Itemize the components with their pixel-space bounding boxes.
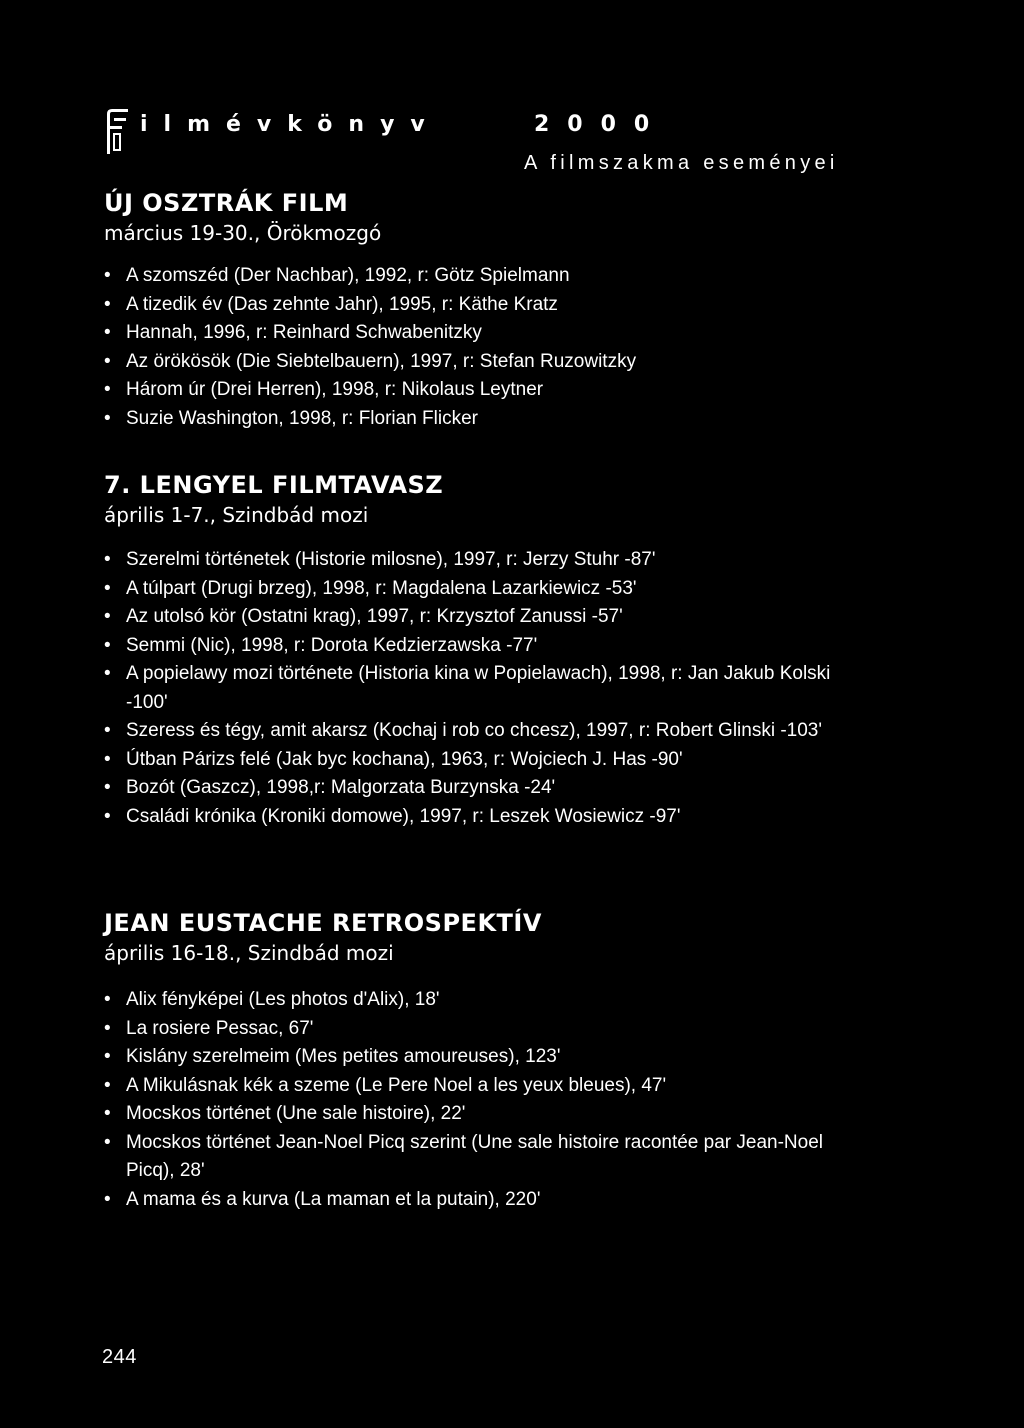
book-year: 2000 xyxy=(534,112,668,137)
list-item: • Az örökösök (Die Siebtelbauern), 1997, r: Stefan Ruzowitzky xyxy=(104,348,864,377)
list-item: • A tizedik év (Das zehnte Jahr), 1995, r: Käthe Kratz xyxy=(104,291,864,320)
section-title: ÚJ OSZTRÁK FILM xyxy=(104,189,349,217)
list-item: • A túlpart (Drugi brzeg), 1998, r: Magdalena Lazarkiewicz -53' xyxy=(104,575,864,604)
list-item: • Mocskos történet (Une sale histoire), 22' xyxy=(104,1100,864,1129)
section-date: április 16-18., Szindbád mozi xyxy=(104,941,394,965)
list-item: • La rosiere Pessac, 67' xyxy=(104,1015,864,1044)
section-uj-osztrak-film xyxy=(104,188,864,433)
list-item: • Útban Párizs felé (Jak byc kochana), 1963, r: Wojciech J. Has -90' xyxy=(104,746,864,775)
film-list xyxy=(104,546,864,831)
list-item: • Bozót (Gaszcz), 1998,r: Malgorzata Burzynska -24' xyxy=(104,774,864,803)
section-date: április 1-7., Szindbád mozi xyxy=(104,503,369,527)
list-item: • Családi krónika (Kroniki domowe), 1997, r: Leszek Wosiewicz -97' xyxy=(104,803,864,832)
book-title: ilmévkönyv xyxy=(140,112,441,137)
list-item: • A szomszéd (Der Nachbar), 1992, r: Götz Spielmann xyxy=(104,262,864,291)
film-list xyxy=(104,986,864,1214)
list-item: • A Mikulásnak kék a szeme (Le Pere Noel a les yeux bleues), 47' xyxy=(104,1072,864,1101)
page-header xyxy=(104,104,984,184)
section-jean-eustache-retrospektiv xyxy=(104,908,864,1214)
list-item: • Semmi (Nic), 1998, r: Dorota Kedzierzawska -77' xyxy=(104,632,864,661)
list-item: • Alix fényképei (Les photos d'Alix), 18' xyxy=(104,986,864,1015)
list-item: • Három úr (Drei Herren), 1998, r: Nikolaus Leytner xyxy=(104,376,864,405)
section-title: JEAN EUSTACHE RETROSPEKTÍV xyxy=(104,909,542,937)
list-item: • Mocskos történet Jean-Noel Picq szerint (Une sale histoire racontée par Jean-Noel Picq), 28' xyxy=(104,1129,864,1186)
page-number: 244 xyxy=(102,1346,137,1368)
list-item: • A popielawy mozi története (Historia kina w Popielawach), 1998, r: Jan Jakub Kolski -100' xyxy=(104,660,864,717)
list-item: • Szeress és tégy, amit akarsz (Kochaj i rob co chcesz), 1997, r: Robert Glinski -103' xyxy=(104,717,864,746)
list-item: • A mama és a kurva (La maman et la putain), 220' xyxy=(104,1186,864,1215)
section-date: március 19-30., Örökmozgó xyxy=(104,221,382,245)
header-subtitle: A filmszakma eseményei xyxy=(524,152,839,174)
list-item: • Szerelmi történetek (Historie milosne), 1997, r: Jerzy Stuhr -87' xyxy=(104,546,864,575)
film-list xyxy=(104,262,864,433)
list-item: • Az utolsó kör (Ostatni krag), 1997, r: Krzysztof Zanussi -57' xyxy=(104,603,864,632)
list-item: • Suzie Washington, 1998, r: Florian Flicker xyxy=(104,405,864,434)
list-item: • Hannah, 1996, r: Reinhard Schwabenitzky xyxy=(104,319,864,348)
list-item: • Kislány szerelmeim (Mes petites amoureuses), 123' xyxy=(104,1043,864,1072)
section-lengyel-filmtavasz xyxy=(104,470,864,831)
section-title: 7. LENGYEL FILMTAVASZ xyxy=(104,471,444,499)
filmevkonyv-logo-icon xyxy=(104,106,130,156)
